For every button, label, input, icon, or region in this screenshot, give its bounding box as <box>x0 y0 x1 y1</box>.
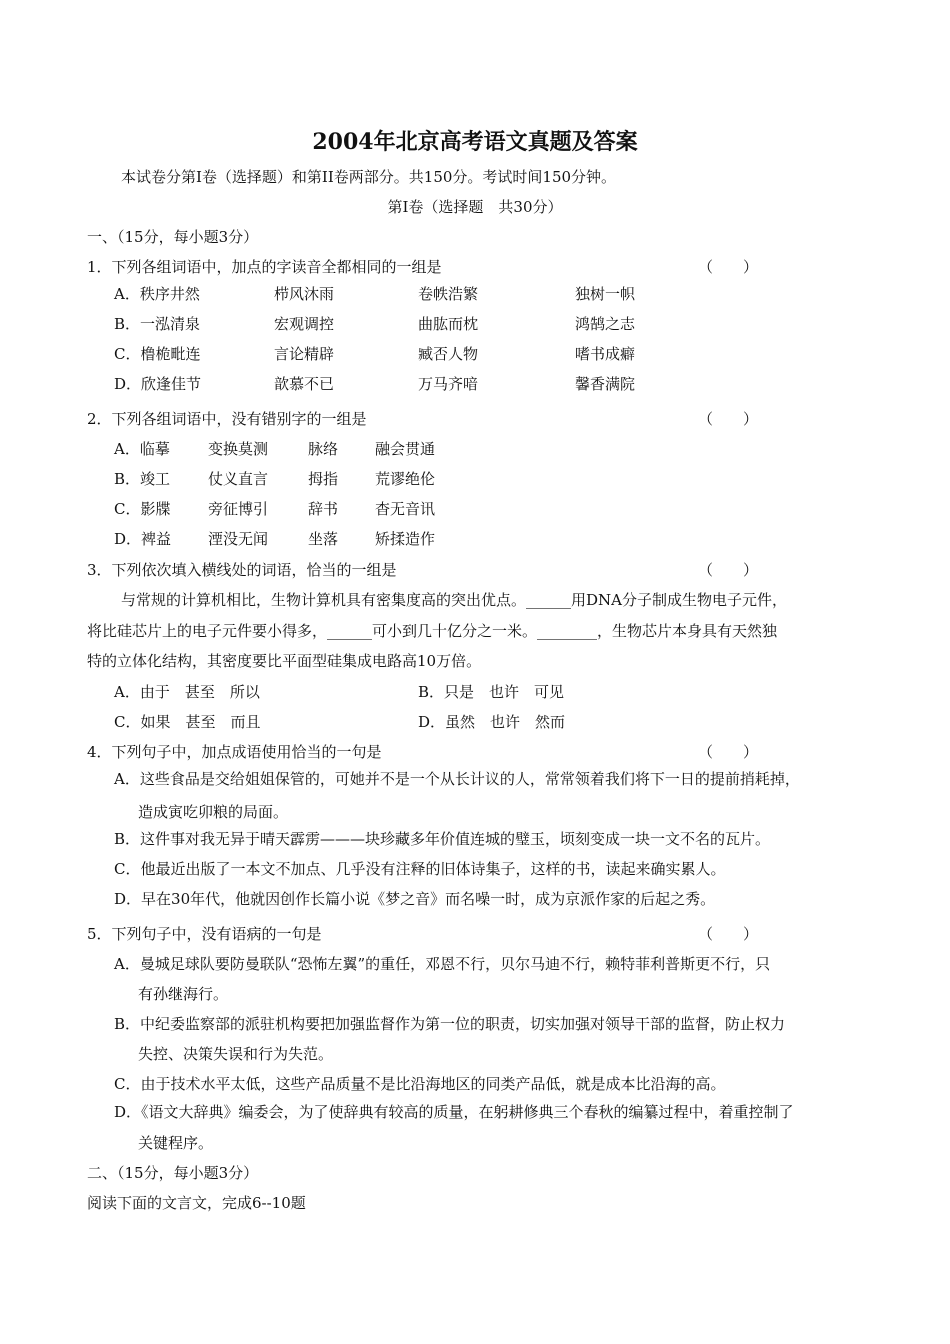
q2-option-d4: 矫揉造作 <box>375 530 436 548</box>
q4-option-d: D．早在30年代，他就因创作长篇小说《梦之音》而名噪一时，成为京派作家的后起之秀。 <box>114 890 716 908</box>
page-title: 2004年北京高考语文真题及答案 <box>312 129 638 155</box>
section2-heading: 二、（15分，每小题3分） <box>87 1164 259 1182</box>
q4-answer-paren: （ ） <box>698 743 759 761</box>
q1-answer-paren: （ ） <box>698 258 759 276</box>
q1-option-d1: D．欣逢佳节 <box>114 375 202 393</box>
q4-option-a-cont: 造成寅吃卯粮的局面。 <box>138 803 289 821</box>
exam-intro: 本试卷分第I卷（选择题）和第II卷两部分。共150分。考试时间150分钟。 <box>121 168 617 186</box>
q3-option-b: B．只是 也许 可见 <box>418 683 565 701</box>
q3-passage-line: 将比硅芯片上的电子元件要小得多，______可小到几十亿分之一米。________，生物芯片本身具有天然独 <box>87 622 778 640</box>
q2-option-b2: 仗义直言 <box>208 470 269 488</box>
q2-option-a1: A．临摹 <box>114 440 170 458</box>
q5-option-a: A．曼城足球队要防曼联队“恐怖左翼”的重任，邓恩不行，贝尔马迪不行，赖特菲利普斯更不行，只 <box>114 955 771 973</box>
q2-option-c1: C．影牒 <box>114 500 171 518</box>
q1-option-c4: 嗜书成癖 <box>575 345 636 363</box>
q5-option-c: C．由于技术水平太低，这些产品质量不是比沿海地区的同类产品低，就是成本比沿海的高。 <box>114 1075 726 1093</box>
q1-option-c2: 言论精辟 <box>274 345 335 363</box>
q1-option-b2: 宏观调控 <box>274 315 335 333</box>
q1-option-b4: 鸿鹄之志 <box>575 315 636 333</box>
q2-option-d3: 坐落 <box>308 530 339 548</box>
q2-option-c3: 辞书 <box>308 500 339 518</box>
q3-passage-line: 与常规的计算机相比，生物计算机具有密集度高的突出优点。______用DNA分子制成生物电子元件， <box>121 591 787 609</box>
q2-option-a3: 脉络 <box>308 440 339 458</box>
q3-option-d: D．虽然 也许 然而 <box>418 713 566 731</box>
q1-option-d2: 歆慕不已 <box>274 375 335 393</box>
q2-option-b4: 荒谬绝伦 <box>375 470 436 488</box>
q2-option-c2: 旁征博引 <box>208 500 269 518</box>
q1-option-c1: C．橹桅毗连 <box>114 345 201 363</box>
q3-passage-line: 特的立体化结构，其密度要比平面型硅集成电路高10万倍。 <box>87 652 482 670</box>
q2-option-a2: 变换莫测 <box>208 440 269 458</box>
q5-option-d-cont: 关键程序。 <box>138 1134 214 1152</box>
q5-option-a-cont: 有孙继海行。 <box>138 985 229 1003</box>
q2-option-b3: 拇指 <box>308 470 339 488</box>
q2-option-b1: B．竣工 <box>114 470 171 488</box>
q3-stem: 3．下列依次填入横线处的词语，恰当的一组是 <box>87 561 397 579</box>
q3-option-c: C．如果 甚至 而且 <box>114 713 261 731</box>
q3-answer-paren: （ ） <box>698 561 759 579</box>
section1-heading: 一、（15分，每小题3分） <box>87 228 259 246</box>
q1-option-b1: B．一泓清泉 <box>114 315 201 333</box>
q4-option-c: C．他最近出版了一本文不加点、几乎没有注释的旧体诗集子，这样的书，读起来确实累人。 <box>114 860 726 878</box>
part1-heading: 第I卷（选择题 共30分） <box>387 198 563 216</box>
q1-option-c3: 臧否人物 <box>418 345 479 363</box>
q2-answer-paren: （ ） <box>698 410 759 428</box>
q1-option-a1: A．秩序井然 <box>114 285 200 303</box>
q5-option-b: B．中纪委监察部的派驻机构要把加强监督作为第一位的职责，切实加强对领导干部的监督，防止权力 <box>114 1015 786 1033</box>
q3-option-a: A．由于 甚至 所以 <box>114 683 260 701</box>
q1-stem: 1．下列各组词语中，加点的字读音全都相同的一组是 <box>87 258 442 276</box>
q1-option-d4: 馨香满院 <box>575 375 636 393</box>
q2-option-c4: 杳无音讯 <box>375 500 436 518</box>
q2-option-d2: 湮没无闻 <box>208 530 269 548</box>
q1-option-a3: 卷帙浩繁 <box>418 285 479 303</box>
q4-option-b: B．这件事对我无异于晴天霹雳———块珍藏多年价值连城的璧玉，顷刻变成一块一文不名的瓦片。 <box>114 830 771 848</box>
q2-option-a4: 融会贯通 <box>375 440 436 458</box>
section2-instruction: 阅读下面的文言文，完成6--10题 <box>87 1194 306 1212</box>
q1-option-b3: 曲肱而枕 <box>418 315 479 333</box>
q5-option-b-cont: 失控、决策失误和行为失范。 <box>138 1045 334 1063</box>
q5-option-d: D．《语文大辞典》编委会，为了使辞典有较高的质量，在躬耕修典三个春秋的编纂过程中，着重控制了 <box>114 1103 794 1121</box>
q5-answer-paren: （ ） <box>698 925 759 943</box>
q1-option-a2: 栉风沐雨 <box>274 285 335 303</box>
q5-stem: 5．下列句子中，没有语病的一句是 <box>87 925 322 943</box>
q2-option-d1: D．裨益 <box>114 530 172 548</box>
q4-option-a: A．这些食品是交给姐姐保管的，可她并不是一个从长计议的人，常常领着我们将下一日的提前捎耗掉， <box>114 770 800 788</box>
q1-option-a4: 独树一帜 <box>575 285 636 303</box>
q4-stem: 4．下列句子中，加点成语使用恰当的一句是 <box>87 743 382 761</box>
q2-stem: 2．下列各组词语中，没有错别字的一组是 <box>87 410 367 428</box>
q1-option-d3: 万马齐喑 <box>418 375 479 393</box>
